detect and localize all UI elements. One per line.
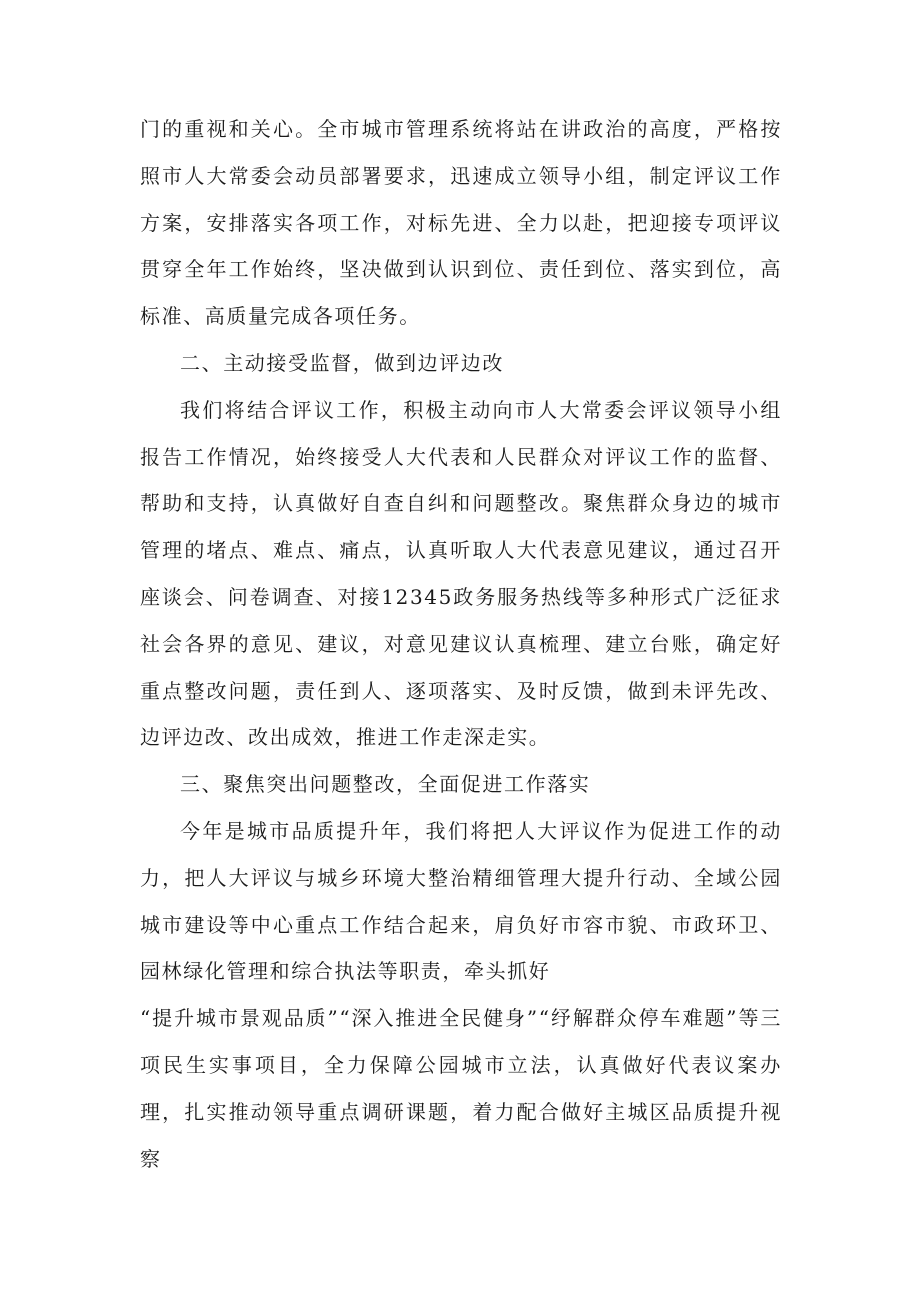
paragraph-projects: “提升城市景观品质”“深入推进全民健身”“纾解群众停车难题”等三项民生实事项目，全力保障公园城市立法，认真做好代表议案办理，扎实推动领导重点调研课题，着力配合做好主城区品质提升视察 bbox=[140, 1006, 782, 1171]
section-heading-3: 三、聚焦突出问题整改，全面促进工作落实 bbox=[180, 772, 591, 797]
paragraph-supervision: 我们将结合评议工作，积极主动向市人大常委会评议领导小组报告工作情况，始终接受人大代表和人民群众对评议工作的监督、帮助和支持，认真做好自查自纠和问题整改。聚焦群众身边的城市管理的堵点、难点、痛点，认真听取人大代表意见建议，通过召开座谈会、问卷调查、对接12345政务服务热线等多种形式广泛征求社会各界的意见、建议，对意见建议认真梳理、建立台账，确定好重点整改问题，责任到人、逐项落实、及时反馈，做到未评先改、边评边改、改出成效，推进工作走深走实。 bbox=[140, 397, 782, 750]
section-heading-2: 二、主动接受监督，做到边评边改 bbox=[180, 350, 504, 375]
paragraph-continuation: 门的重视和关心。全市城市管理系统将站在讲政治的高度，严格按照市人大常委会动员部署要求，迅速成立领导小组，制定评议工作方案，安排落实各项工作，对标先进、全力以赴，把迎接专项评议贯穿全年工作始终，坚决做到认识到位、责任到位、落实到位，高标准、高质量完成各项任务。 bbox=[140, 117, 782, 329]
document-body bbox=[140, 106, 782, 1182]
paragraph-quality-year: 今年是城市品质提升年，我们将把人大评议作为促进工作的动力，把人大评议与城乡环境大整治精细管理大提升行动、全域公园城市建设等中心重点工作结合起来，肩负好市容市貌、市政环卫、园林绿化管理和综合执法等职责，牵头抓好 bbox=[140, 818, 782, 984]
